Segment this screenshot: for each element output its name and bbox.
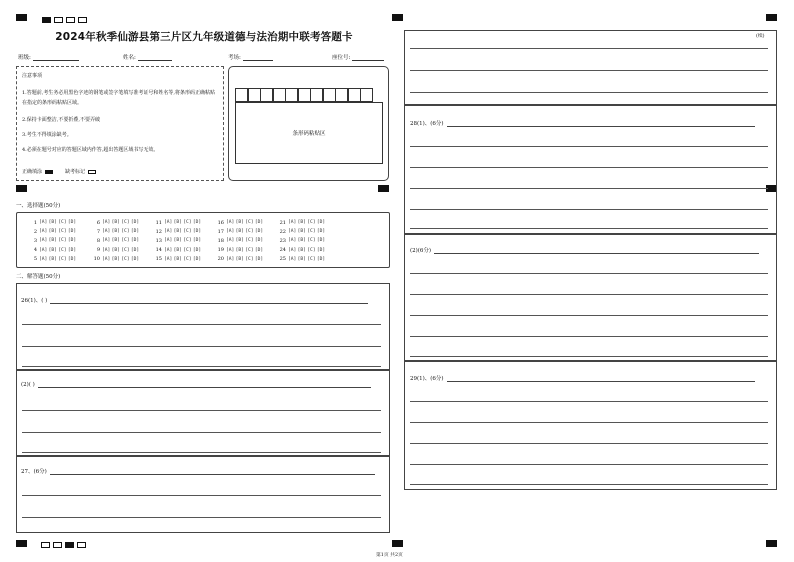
exam-number-cell[interactable]	[260, 88, 273, 102]
option-bubble-d[interactable]: [D]	[67, 238, 77, 244]
question-label-q26-2: (2)( )	[21, 382, 371, 388]
info-label: 考场:	[228, 55, 241, 61]
option-bubble-a[interactable]: [A]	[102, 247, 111, 253]
option-bubble-d[interactable]: [D]	[192, 238, 202, 244]
choice-row	[29, 246, 77, 255]
question-number: 23	[279, 237, 286, 244]
question-number: 9	[96, 247, 100, 254]
option-bubble-a[interactable]: [A]	[226, 238, 235, 244]
continued-label: (续)	[756, 34, 765, 39]
choice-row	[216, 246, 264, 255]
question-number: 20	[217, 256, 224, 263]
option-bubble-c[interactable]: [C]	[183, 256, 192, 262]
option-bubble-d[interactable]: [D]	[316, 229, 326, 235]
choice-row	[154, 227, 202, 236]
option-bubble-a[interactable]: [A]	[288, 247, 297, 253]
option-bubble-d[interactable]: [D]	[316, 238, 326, 244]
question-number: 15	[155, 256, 162, 263]
option-bubble-c[interactable]: [C]	[183, 238, 192, 244]
option-bubble-b[interactable]: [B]	[297, 238, 306, 244]
option-bubble-a[interactable]: [A]	[288, 220, 297, 226]
answer-line[interactable]	[22, 410, 381, 411]
option-bubble-a[interactable]: [A]	[288, 256, 297, 262]
info-field-name	[123, 53, 172, 61]
question-number: 11	[155, 219, 162, 226]
correct-fill-label: 正确填涂	[22, 169, 43, 175]
option-bubble-d[interactable]: [D]	[316, 256, 326, 262]
option-bubble-a[interactable]: [A]	[288, 238, 297, 244]
answer-line[interactable]	[22, 324, 381, 325]
option-bubble-b[interactable]: [B]	[111, 247, 120, 253]
question-number: 7	[96, 228, 100, 235]
absent-mark-box[interactable]	[88, 170, 96, 174]
question-number: 17	[217, 228, 224, 235]
option-bubble-b[interactable]: [B]	[235, 238, 244, 244]
option-bubble-a[interactable]: [A]	[102, 238, 111, 244]
answer-line[interactable]	[410, 443, 768, 444]
answer-line[interactable]	[410, 70, 768, 71]
option-bubble-d[interactable]: [D]	[192, 247, 202, 253]
option-bubble-c[interactable]: [C]	[307, 238, 316, 244]
question-number: 6	[96, 219, 100, 226]
choice-row	[154, 255, 202, 264]
question-label-q27: 27、(6分)	[21, 467, 375, 475]
corner-mark-bottom-right	[766, 540, 777, 547]
answer-line[interactable]	[22, 517, 381, 518]
notice-heading: 注意事项	[22, 73, 43, 79]
option-bubble-c[interactable]: [C]	[183, 247, 192, 253]
choice-row	[92, 246, 140, 255]
option-bubble-b[interactable]: [B]	[111, 220, 120, 226]
option-bubble-b[interactable]: [B]	[297, 229, 306, 235]
option-bubble-c[interactable]: [C]	[121, 220, 130, 226]
option-bubble-a[interactable]: [A]	[226, 220, 235, 226]
choice-row	[278, 218, 326, 227]
choice-column	[216, 218, 264, 264]
choice-row	[154, 246, 202, 255]
question-number: 14	[155, 247, 162, 254]
option-bubble-d[interactable]: [D]	[130, 256, 140, 262]
corner-mark-top-middle	[392, 14, 403, 21]
option-bubble-c[interactable]: [C]	[58, 256, 67, 262]
option-bubble-c[interactable]: [C]	[121, 256, 130, 262]
page-footer: 第1页 共2页	[376, 553, 403, 558]
answer-line[interactable]	[22, 366, 381, 367]
option-bubble-b[interactable]: [B]	[173, 247, 182, 253]
correct-fill-swatch	[45, 170, 53, 174]
option-bubble-c[interactable]: [C]	[245, 247, 254, 253]
notice-item: 3.考生不得填涂缺考。	[22, 132, 72, 138]
exam-number-cell[interactable]	[348, 88, 361, 102]
option-bubble-d[interactable]: [D]	[192, 229, 202, 235]
answer-box-q27-continued	[404, 30, 777, 105]
option-bubble-d[interactable]: [D]	[254, 229, 264, 235]
option-bubble-c[interactable]: [C]	[121, 229, 130, 235]
question-number: 10	[93, 256, 100, 263]
option-bubble-d[interactable]: [D]	[254, 256, 264, 262]
corner-mark-top-right	[766, 14, 777, 21]
option-bubble-c[interactable]: [C]	[121, 238, 130, 244]
option-bubble-b[interactable]: [B]	[297, 220, 306, 226]
answer-line[interactable]	[410, 167, 768, 168]
answer-line[interactable]	[410, 146, 768, 147]
option-bubble-b[interactable]: [B]	[173, 220, 182, 226]
option-bubble-b[interactable]: [B]	[48, 256, 57, 262]
question-number: 8	[96, 237, 100, 244]
option-bubble-d[interactable]: [D]	[254, 247, 264, 253]
choice-row	[216, 218, 264, 227]
option-bubble-d[interactable]: [D]	[67, 220, 77, 226]
option-bubble-c[interactable]: [C]	[245, 220, 254, 226]
answer-line[interactable]	[22, 495, 381, 496]
option-bubble-d[interactable]: [D]	[130, 238, 140, 244]
option-bubble-d[interactable]: [D]	[316, 220, 326, 226]
option-bubble-a[interactable]: [A]	[226, 247, 235, 253]
choice-row	[92, 227, 140, 236]
answer-line[interactable]	[410, 209, 768, 210]
question-number: 19	[217, 247, 224, 254]
choice-row	[278, 246, 326, 255]
answer-line[interactable]	[410, 484, 768, 485]
option-bubble-c[interactable]: [C]	[307, 247, 316, 253]
question-number: 13	[155, 237, 162, 244]
choice-row	[216, 236, 264, 245]
answer-line[interactable]	[410, 294, 768, 295]
answer-line[interactable]	[410, 315, 768, 316]
choice-row	[278, 227, 326, 236]
choice-column	[278, 218, 326, 264]
option-bubble-b[interactable]: [B]	[235, 247, 244, 253]
option-bubble-a[interactable]: [A]	[102, 256, 111, 262]
answer-line[interactable]	[410, 464, 768, 465]
info-label: 座位号:	[332, 55, 351, 61]
page-code-cell	[54, 17, 63, 23]
page-code-cell	[42, 17, 51, 23]
option-bubble-d[interactable]: [D]	[192, 220, 202, 226]
option-bubble-c[interactable]: [C]	[307, 256, 316, 262]
option-bubble-b[interactable]: [B]	[173, 238, 182, 244]
choice-row	[92, 236, 140, 245]
option-bubble-b[interactable]: [B]	[111, 256, 120, 262]
info-field-class	[18, 53, 79, 61]
option-bubble-c[interactable]: [C]	[58, 220, 67, 226]
exam-number-cells	[235, 88, 373, 102]
option-bubble-b[interactable]: [B]	[48, 247, 57, 253]
choice-row	[29, 236, 77, 245]
notice-item: 4.必须在题号对应的答题区域内作答,超出答题区域书写无效。	[22, 147, 159, 153]
choice-answer-grid	[16, 212, 390, 268]
option-bubble-c[interactable]: [C]	[307, 220, 316, 226]
option-bubble-b[interactable]: [B]	[111, 238, 120, 244]
exam-number-cell[interactable]	[335, 88, 348, 102]
option-bubble-a[interactable]: [A]	[164, 238, 173, 244]
page-code-cell	[65, 542, 74, 548]
option-bubble-a[interactable]: [A]	[39, 220, 48, 226]
question-number: 16	[217, 219, 224, 226]
answer-line[interactable]	[410, 188, 768, 189]
section-two-heading: 二、解答题(50分)	[16, 274, 61, 280]
answer-line[interactable]	[22, 346, 381, 347]
option-bubble-a[interactable]: [A]	[164, 247, 173, 253]
option-bubble-d[interactable]: [D]	[316, 247, 326, 253]
question-number: 12	[155, 228, 162, 235]
option-bubble-c[interactable]: [C]	[58, 238, 67, 244]
option-bubble-c[interactable]: [C]	[245, 229, 254, 235]
answer-line[interactable]	[410, 48, 768, 49]
option-bubble-a[interactable]: [A]	[39, 229, 48, 235]
page-code-cell	[66, 17, 75, 23]
side-mark-middle	[378, 185, 389, 192]
option-bubble-d[interactable]: [D]	[254, 220, 264, 226]
choice-row	[29, 227, 77, 236]
answer-line[interactable]	[410, 356, 768, 357]
exam-number-cell[interactable]	[360, 88, 373, 102]
question-label-q26-1: 26(1)、( )	[21, 296, 368, 304]
name-input-line[interactable]	[138, 55, 172, 61]
answer-line[interactable]	[22, 432, 381, 433]
page-code-cell	[78, 17, 87, 23]
page-title: 2024年秋季仙游县第三片区九年级道德与法治期中联考答题卡	[55, 31, 353, 43]
option-bubble-b[interactable]: [B]	[297, 247, 306, 253]
question-number: 4	[33, 247, 37, 254]
choice-row	[29, 218, 77, 227]
option-bubble-b[interactable]: [B]	[235, 229, 244, 235]
choice-column	[92, 218, 140, 264]
barcode-zone-label: 条形码粘贴区	[292, 131, 326, 137]
exam-number-cell[interactable]	[235, 88, 248, 102]
question-number: 3	[33, 237, 37, 244]
info-label: 姓名:	[123, 55, 136, 61]
question-number: 2	[33, 228, 37, 235]
option-bubble-d[interactable]: [D]	[130, 229, 140, 235]
exam-number-cell[interactable]	[310, 88, 323, 102]
class-input-line[interactable]	[33, 55, 79, 61]
option-bubble-a[interactable]: [A]	[164, 256, 173, 262]
notice-item: 2.保持卡面整洁,不要折叠,不要弄破	[22, 117, 100, 123]
exam-number-cell[interactable]	[248, 88, 261, 102]
page-code-cell	[77, 542, 86, 548]
option-bubble-c[interactable]: [C]	[183, 220, 192, 226]
question-number: 21	[279, 219, 286, 226]
option-bubble-a[interactable]: [A]	[164, 229, 173, 235]
option-bubble-c[interactable]: [C]	[245, 238, 254, 244]
question-number: 25	[279, 256, 286, 263]
choice-column	[29, 218, 77, 264]
question-number: 22	[279, 228, 286, 235]
notice-box	[16, 66, 224, 181]
answer-line[interactable]	[410, 273, 768, 274]
option-bubble-a[interactable]: [A]	[226, 256, 235, 262]
choice-row	[278, 255, 326, 264]
option-bubble-b[interactable]: [B]	[111, 229, 120, 235]
choice-row	[278, 236, 326, 245]
question-number: 24	[279, 247, 286, 254]
answer-line[interactable]	[410, 422, 768, 423]
option-bubble-b[interactable]: [B]	[235, 220, 244, 226]
exam-number-cell[interactable]	[273, 88, 286, 102]
option-bubble-a[interactable]: [A]	[39, 247, 48, 253]
info-field-seat	[332, 53, 384, 61]
seat-input-line[interactable]	[352, 55, 384, 61]
option-bubble-b[interactable]: [B]	[173, 229, 182, 235]
info-label: 班级:	[18, 55, 31, 61]
choice-row	[216, 255, 264, 264]
option-bubble-b[interactable]: [B]	[297, 256, 306, 262]
option-bubble-d[interactable]: [D]	[254, 238, 264, 244]
option-bubble-a[interactable]: [A]	[288, 229, 297, 235]
answer-line[interactable]	[410, 336, 768, 337]
option-bubble-b[interactable]: [B]	[48, 238, 57, 244]
option-bubble-c[interactable]: [C]	[121, 247, 130, 253]
exam-number-cell[interactable]	[285, 88, 298, 102]
option-bubble-a[interactable]: [A]	[164, 220, 173, 226]
option-bubble-c[interactable]: [C]	[307, 229, 316, 235]
page-code-cell	[53, 542, 62, 548]
option-bubble-a[interactable]: [A]	[102, 229, 111, 235]
option-bubble-b[interactable]: [B]	[235, 256, 244, 262]
choice-row	[92, 218, 140, 227]
question-number: 18	[217, 237, 224, 244]
option-bubble-c[interactable]: [C]	[245, 256, 254, 262]
option-bubble-a[interactable]: [A]	[39, 238, 48, 244]
barcode-panel	[228, 66, 389, 181]
option-bubble-c[interactable]: [C]	[183, 229, 192, 235]
question-label-q29-1: 29(1)、(6分)	[410, 374, 755, 382]
option-bubble-b[interactable]: [B]	[48, 220, 57, 226]
corner-mark-top-left	[16, 14, 27, 21]
absent-mark-label: 缺考标记	[65, 169, 86, 175]
question-label-q28-2: (2)(6分)	[410, 246, 759, 254]
barcode-zone	[235, 102, 383, 164]
question-number: 1	[33, 219, 37, 226]
corner-mark-bottom-middle	[392, 540, 403, 547]
info-field-exam-room	[228, 53, 273, 61]
option-bubble-c[interactable]: [C]	[58, 247, 67, 253]
choice-row	[29, 255, 77, 264]
answer-line[interactable]	[410, 401, 768, 402]
exam-room-input-line[interactable]	[243, 55, 273, 61]
answer-line[interactable]	[410, 228, 768, 229]
option-bubble-d[interactable]: [D]	[67, 229, 77, 235]
side-mark-left	[16, 185, 27, 192]
question-label-q28-1: 28(1)、(6分)	[410, 119, 755, 127]
exam-number-cell[interactable]	[298, 88, 311, 102]
fill-legend	[22, 168, 96, 175]
page-code-cell	[41, 542, 50, 548]
choice-row	[216, 227, 264, 236]
option-bubble-b[interactable]: [B]	[173, 256, 182, 262]
choice-row	[154, 218, 202, 227]
corner-mark-bottom-left	[16, 540, 27, 547]
option-bubble-a[interactable]: [A]	[39, 256, 48, 262]
choice-column	[154, 218, 202, 264]
option-bubble-d[interactable]: [D]	[67, 256, 77, 262]
option-bubble-d[interactable]: [D]	[192, 256, 202, 262]
question-number: 5	[33, 256, 37, 263]
choice-row	[92, 255, 140, 264]
notice-item: 1.答题前,考生务必用黑色字迹的钢笔或签字笔填写准考证号和姓名等,将条形码正确粘贴在指定的条形码粘贴区域。	[22, 90, 215, 106]
exam-number-cell[interactable]	[323, 88, 336, 102]
option-bubble-a[interactable]: [A]	[102, 220, 111, 226]
option-bubble-d[interactable]: [D]	[67, 247, 77, 253]
section-one-heading: 一、选择题(50分)	[16, 203, 61, 209]
option-bubble-b[interactable]: [B]	[48, 229, 57, 235]
option-bubble-c[interactable]: [C]	[58, 229, 67, 235]
choice-row	[154, 236, 202, 245]
option-bubble-d[interactable]: [D]	[130, 220, 140, 226]
option-bubble-d[interactable]: [D]	[130, 247, 140, 253]
option-bubble-a[interactable]: [A]	[226, 229, 235, 235]
answer-line[interactable]	[22, 452, 381, 453]
answer-line[interactable]	[410, 92, 768, 93]
